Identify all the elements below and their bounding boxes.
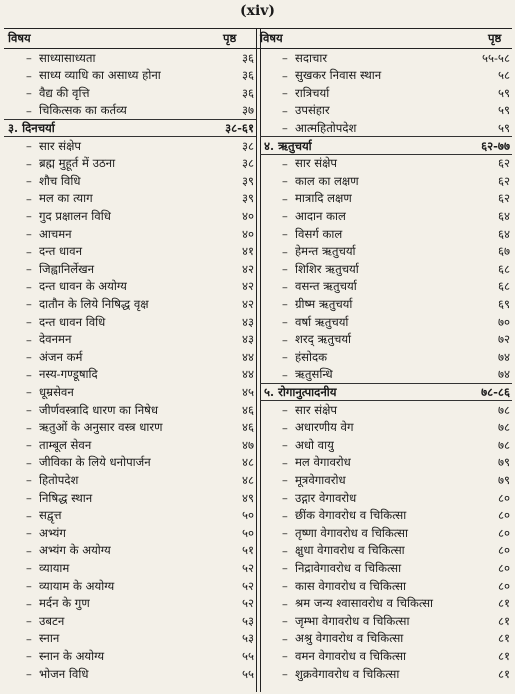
entry-page-number: ५९ [497, 120, 510, 135]
contents-entry: – मूत्रवेगावरोध [282, 472, 346, 488]
entry-page-number: ७४ [497, 367, 510, 382]
contents-entry: – अभ्यंग [26, 525, 66, 541]
entry-title: सार संक्षेप [295, 156, 338, 171]
contents-entry: – मात्रादि लक्षण [282, 191, 352, 206]
entry-page-number: ६९ [497, 296, 510, 311]
entry-title: ताम्बूल सेवन [39, 437, 92, 452]
contents-entry: – सार संक्षेप [26, 138, 82, 153]
entry-page-number: ५२ [241, 560, 254, 575]
entry-page-number: ८१ [497, 596, 510, 611]
entry-page-number: ८० [497, 525, 510, 540]
entry-page-number: ६८ [497, 279, 510, 294]
entry-title: मर्दन के गुण [39, 596, 90, 611]
entry-page-number: ८० [497, 578, 510, 593]
entry-page-number: ४२ [241, 261, 254, 276]
contents-entry: – शरद् ऋतुचर्या [282, 332, 352, 347]
entry-title: शिशिर ऋतुचर्या [295, 261, 359, 276]
entry-page-number: ४३ [241, 314, 254, 329]
entry-page-number: ७० [497, 314, 510, 329]
contents-entry: – शौच विधि [26, 173, 81, 189]
contents-entry: – वसन्त ऋतुचर्या [282, 279, 357, 294]
contents-entry: – हितोपदेश [26, 472, 79, 488]
entry-page-number: ४७ [241, 437, 254, 452]
entry-page-number: ५१ [241, 543, 254, 558]
entry-title: निषिद्ध स्थान [39, 490, 93, 505]
subject-header-left: विषय [8, 31, 31, 45]
entry-page-number: ७८ [497, 420, 510, 435]
entry-page-number: ८० [497, 543, 510, 558]
entry-title: देवनमन [39, 332, 72, 347]
contents-entry: – साध्य व्याधि का असाध्य होना [26, 68, 161, 83]
entry-page-number: ३६ [241, 85, 254, 100]
contents-entry: – तृष्णा वेगावरोध व चिकित्सा [282, 525, 408, 541]
entry-title: शौच विधि [39, 173, 81, 188]
entry-title: उपसंहार [295, 103, 330, 118]
contents-entry: – अंजन कर्म [26, 349, 83, 365]
entry-title: उद्गार वेगावरोध [295, 490, 357, 505]
entry-title: साध्य व्याधि का असाध्य होना [39, 68, 161, 83]
entry-page-number: ८० [497, 508, 510, 523]
entry-page-number: ५८ [497, 68, 510, 83]
contents-entry: – सार संक्षेप [282, 156, 338, 171]
contents-entry: – मल वेगावरोध [282, 455, 351, 470]
entry-page-number: ५५-५८ [481, 50, 510, 65]
contents-entry: – मर्दन के गुण [26, 596, 90, 611]
entry-title: आचमन [39, 226, 72, 241]
page-number: (xiv) [239, 3, 276, 19]
entry-title: जीर्णवस्त्रादि धारण का निषेध [39, 402, 158, 417]
entry-title: वैद्य की वृत्ति [39, 85, 90, 100]
entry-title: क्षुधा वेगावरोध व चिकित्सा [295, 543, 405, 558]
contents-entry: – हंसोदक [282, 349, 328, 365]
entry-title: आदान काल [295, 208, 346, 223]
contents-entry: – निद्रावेगावरोध व चिकित्सा [282, 560, 402, 576]
contents-entry: – देवनमन [26, 332, 72, 347]
contents-entry: – हेमन्त ऋतुचर्या [282, 244, 356, 259]
entry-title: वमन वेगावरोध व चिकित्सा [295, 648, 407, 663]
entry-page-number: ६२-७७ [481, 138, 510, 153]
entry-page-number: ६८ [497, 261, 510, 276]
entry-title: अभ्यंग के अयोग्य [39, 543, 111, 558]
column-divider-right [260, 29, 261, 692]
contents-entry: – रात्रिचर्या [282, 85, 330, 101]
contents-entry: – श्रम जन्य श्वासावरोध व चिकित्सा [282, 596, 434, 611]
contents-entry: – ब्रह्म मुहूर्त में उठना [26, 156, 116, 171]
entry-title: ५. रोगानुत्पादनीय [264, 384, 337, 399]
contents-entry: – दातौन के लिये निषिद्ध वृक्ष [26, 296, 149, 312]
contents-entry: – सार संक्षेप [282, 402, 338, 417]
entry-page-number: ५३ [241, 631, 254, 646]
entry-page-number: ५० [241, 525, 254, 540]
entry-title: भोजन विधि [39, 666, 89, 681]
entry-page-number: ५५ [241, 648, 254, 663]
entry-page-number: ७९ [497, 472, 510, 487]
entry-page-number: ७९ [497, 455, 510, 470]
entry-page-number: ४० [241, 226, 254, 241]
entry-page-number: ४९ [241, 490, 254, 505]
entry-title: सद्वृत्त [39, 508, 62, 523]
entry-title: मल का त्याग [39, 191, 93, 206]
entry-page-number: ५२ [241, 596, 254, 611]
entry-page-number: ३८ [241, 156, 254, 171]
entry-page-number: ७८-८६ [481, 384, 510, 399]
entry-page-number: ३९ [241, 173, 254, 188]
entry-title: स्नान [39, 631, 60, 646]
contents-entry: – स्नान [26, 631, 60, 646]
contents-entry: – दन्त धावन विधि [26, 314, 106, 329]
entry-page-number: ७८ [497, 402, 510, 417]
entry-title: अभ्यंग [39, 525, 66, 540]
entry-title: साध्यासाध्यता [39, 50, 96, 65]
contents-entry: – काल का लक्षण [282, 173, 359, 189]
contents-entry: – शिशिर ऋतुचर्या [282, 261, 359, 277]
contents-entry: – जिह्वानिर्लेखन [26, 261, 95, 277]
contents-entry: – ऋतुसन्धि [282, 367, 333, 382]
entry-title: दातौन के लिये निषिद्ध वृक्ष [39, 296, 149, 311]
entry-title: दन्त धावन के अयोग्य [39, 279, 127, 294]
contents-entry: – कास वेगावरोध व चिकित्सा [282, 578, 406, 593]
contents-entry: – ताम्बूल सेवन [26, 437, 92, 453]
entry-page-number: ४६ [241, 402, 254, 417]
entry-page-number: ३९ [241, 191, 254, 206]
entry-title: जीविका के लिये धनोपार्जन [39, 455, 151, 470]
entry-title: ४. ऋतुचर्या [264, 138, 312, 153]
entry-title: ३. दिनचर्या [8, 120, 55, 135]
entry-title: दन्त धावन [39, 244, 83, 259]
entry-page-number: ३८-६१ [225, 120, 254, 135]
contents-entry: – जीर्णवस्त्रादि धारण का निषेध [26, 402, 158, 417]
entry-title: श्रम जन्य श्वासावरोध व चिकित्सा [295, 596, 434, 611]
contents-entry: – सद्वृत्त [26, 508, 62, 523]
entry-page-number: ५० [241, 508, 254, 523]
column-divider-left [256, 29, 257, 692]
contents-entry: – नस्य-गण्डूषादि [26, 367, 98, 382]
entry-title: अंजन कर्म [39, 349, 83, 364]
contents-entry: – सुखकर निवास स्थान [282, 68, 382, 83]
entry-title: हितोपदेश [39, 472, 79, 487]
contents-entry: – आदान काल [282, 208, 346, 224]
contents-entry: – क्षुधा वेगावरोध व चिकित्सा [282, 543, 405, 558]
entry-page-number: ८० [497, 490, 510, 505]
entry-title: अधारणीय वेग [295, 420, 354, 435]
entry-title: कास वेगावरोध व चिकित्सा [295, 578, 406, 593]
contents-entry: – दन्त धावन [26, 244, 83, 259]
entry-title: रात्रिचर्या [295, 85, 330, 100]
entry-title: जिह्वानिर्लेखन [39, 261, 95, 276]
entry-title: वर्षा ऋतुचर्या [295, 314, 349, 329]
entry-title: तृष्णा वेगावरोध व चिकित्सा [295, 525, 408, 540]
contents-entry: – जीविका के लिये धनोपार्जन [26, 455, 151, 470]
entry-page-number: ४४ [241, 367, 254, 382]
subject-header-right: विषय [260, 31, 283, 45]
entry-page-number: ४२ [241, 296, 254, 311]
contents-entry: – अश्रु वेगावरोध व चिकित्सा [282, 631, 404, 646]
entry-page-number: ७२ [497, 332, 510, 347]
entry-page-number: ४८ [241, 472, 254, 487]
entry-title: सदाचार [295, 50, 328, 65]
entry-page-number: ४२ [241, 279, 254, 294]
entry-title: व्यायाम के अयोग्य [39, 578, 115, 593]
entry-page-number: ४१ [241, 244, 254, 259]
contents-entry: – ऋतुओं के अनुसार वस्त्र धारण [26, 420, 163, 435]
page-header-right: पृष्ठ [488, 31, 502, 45]
entry-title: हेमन्त ऋतुचर्या [295, 244, 356, 259]
entry-page-number: ८१ [497, 648, 510, 663]
entry-title: मात्रादि लक्षण [295, 191, 352, 206]
entry-page-number: ३८ [241, 138, 254, 153]
contents-entry: – उबटन [26, 613, 65, 629]
entry-page-number: ५९ [497, 103, 510, 118]
page-header-left: पृष्ठ [223, 31, 237, 45]
contents-entry: – धूम्रसेवन [26, 384, 74, 400]
contents-entry: – साध्यासाध्यता [26, 50, 96, 65]
entry-title: गुद प्रक्षालन विधि [39, 208, 111, 223]
entry-title: हंसोदक [295, 349, 328, 364]
entry-title: स्नान के अयोग्य [39, 648, 105, 663]
contents-entry: – जृम्भा वेगावरोध व चिकित्सा [282, 613, 410, 629]
contents-entry: – मल का त्याग [26, 191, 93, 206]
entry-page-number: ८१ [497, 666, 510, 681]
entry-page-number: ५५ [241, 666, 254, 681]
entry-page-number: ५२ [241, 578, 254, 593]
entry-title: सार संक्षेप [39, 138, 82, 153]
entry-page-number: ७४ [497, 349, 510, 364]
contents-entry: – आचमन [26, 226, 72, 241]
contents-entry: – सदाचार [282, 50, 328, 65]
entry-title: ब्रह्म मुहूर्त में उठना [39, 156, 116, 171]
entry-title: नस्य-गण्डूषादि [39, 367, 98, 382]
entry-page-number: ३६ [241, 50, 254, 65]
contents-entry: – अभ्यंग के अयोग्य [26, 543, 111, 558]
entry-title: उबटन [39, 613, 65, 628]
contents-table [4, 28, 512, 692]
entry-page-number: ८० [497, 560, 510, 575]
entry-title: शुक्रवेगावरोध व चिकित्सा [295, 666, 400, 681]
entry-title: धूम्रसेवन [39, 384, 74, 399]
entry-page-number: ५९ [497, 85, 510, 100]
entry-title: निद्रावेगावरोध व चिकित्सा [295, 560, 402, 575]
entry-title: अश्रु वेगावरोध व चिकित्सा [295, 631, 404, 646]
contents-entry: – उपसंहार [282, 103, 330, 118]
contents-entry: – स्नान के अयोग्य [26, 648, 105, 664]
entry-page-number: ८१ [497, 613, 510, 628]
entry-title: वसन्त ऋतुचर्या [295, 279, 357, 294]
entry-title: काल का लक्षण [295, 173, 359, 188]
entry-title: विसर्ग काल [295, 226, 343, 241]
entry-page-number: ४० [241, 208, 254, 223]
contents-entry: – आत्महितोपदेश [282, 120, 357, 136]
contents-entry: – वमन वेगावरोध व चिकित्सा [282, 648, 407, 664]
contents-entry: – विसर्ग काल [282, 226, 343, 241]
entry-page-number: ४३ [241, 332, 254, 347]
entry-title: ग्रीष्म ऋतुचर्या [295, 296, 353, 311]
entry-page-number: ६४ [497, 208, 510, 223]
contents-entry: – छींक वेगावरोध व चिकित्सा [282, 508, 407, 523]
contents-entry: – वैद्य की वृत्ति [26, 85, 90, 101]
entry-page-number: ४५ [241, 384, 254, 399]
entry-page-number: ४८ [241, 455, 254, 470]
entry-page-number: ७८ [497, 437, 510, 452]
entry-page-number: ३६ [241, 68, 254, 83]
entry-page-number: ४४ [241, 349, 254, 364]
entry-page-number: ६७ [497, 244, 510, 259]
contents-entry: – व्यायाम के अयोग्य [26, 578, 115, 593]
contents-entry: – व्यायाम [26, 560, 70, 576]
entry-title: आत्महितोपदेश [295, 120, 357, 135]
entry-title: शरद् ऋतुचर्या [295, 332, 352, 347]
entry-page-number: ६२ [497, 191, 510, 206]
entry-title: मल वेगावरोध [295, 455, 351, 470]
contents-entry: – शुक्रवेगावरोध व चिकित्सा [282, 666, 400, 681]
contents-entry: – वर्षा ऋतुचर्या [282, 314, 349, 329]
entry-title: चिकित्सक का कर्तव्य [39, 103, 127, 118]
entry-title: व्यायाम [39, 560, 70, 575]
entry-page-number: ३७ [241, 103, 254, 118]
entry-page-number: ८१ [497, 631, 510, 646]
contents-entry: – चिकित्सक का कर्तव्य [26, 103, 127, 118]
entry-page-number: ६२ [497, 156, 510, 171]
entry-title: छींक वेगावरोध व चिकित्सा [295, 508, 407, 523]
entry-title: जृम्भा वेगावरोध व चिकित्सा [295, 613, 410, 628]
contents-entry: – अधो वायु [282, 437, 334, 453]
contents-entry: – दन्त धावन के अयोग्य [26, 279, 127, 294]
entry-title: दन्त धावन विधि [39, 314, 106, 329]
entry-title: सुखकर निवास स्थान [295, 68, 382, 83]
entry-page-number: ४६ [241, 420, 254, 435]
contents-entry: – ग्रीष्म ऋतुचर्या [282, 296, 353, 312]
entry-title: ऋतुओं के अनुसार वस्त्र धारण [39, 420, 163, 435]
entry-title: सार संक्षेप [295, 402, 338, 417]
entry-title: अधो वायु [295, 437, 334, 452]
contents-entry: – गुद प्रक्षालन विधि [26, 208, 111, 224]
contents-entry: – अधारणीय वेग [282, 420, 354, 435]
contents-entry: – उद्गार वेगावरोध [282, 490, 357, 505]
entry-page-number: ६२ [497, 173, 510, 188]
entry-title: ऋतुसन्धि [295, 367, 333, 382]
contents-entry: – निषिद्ध स्थान [26, 490, 93, 505]
contents-entry: – भोजन विधि [26, 666, 89, 681]
entry-title: मूत्रवेगावरोध [295, 472, 346, 487]
entry-page-number: ६४ [497, 226, 510, 241]
entry-page-number: ५३ [241, 613, 254, 628]
